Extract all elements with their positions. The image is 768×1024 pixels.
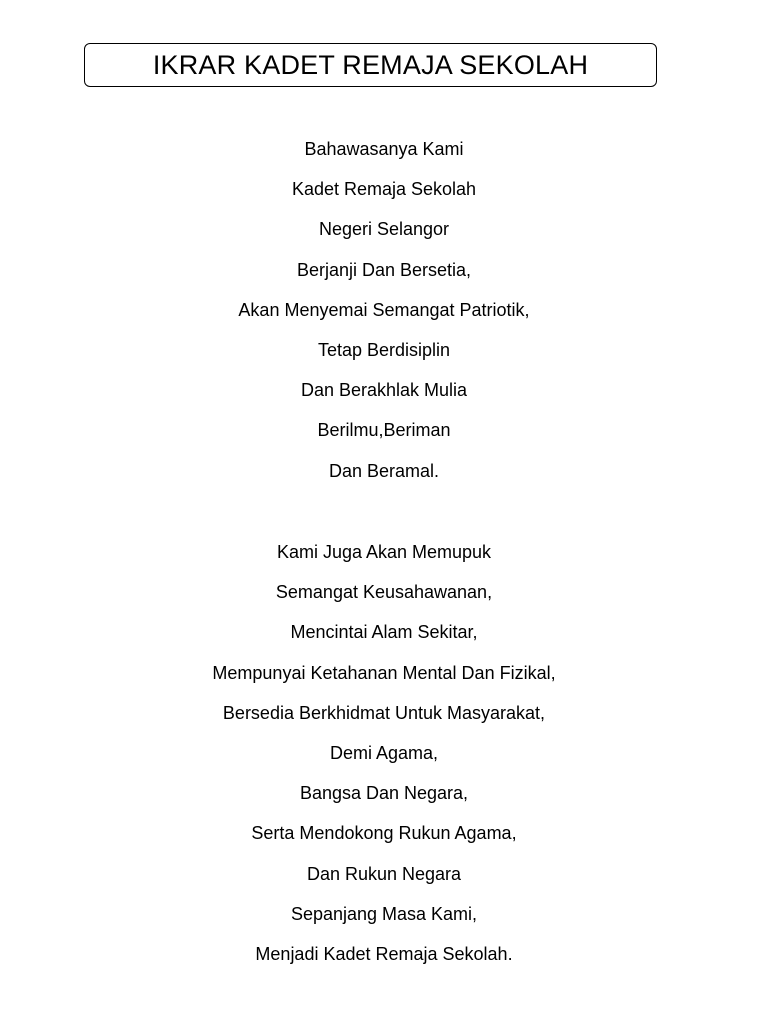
pledge-line: Menjadi Kadet Remaja Sekolah. [255, 943, 513, 964]
pledge-line: Kadet Remaja Sekolah [291, 179, 477, 200]
pledge-line: Dan Rukun Negara [306, 863, 462, 884]
pledge-line: Mempunyai Ketahanan Mental Dan Fizikal, [212, 662, 556, 683]
pledge-line: Akan Menyemai Semangat Patriotik, [238, 299, 530, 320]
pledge-line: Serta Mendokong Rukun Agama, [251, 823, 517, 844]
pledge-line: Bahawasanya Kami [304, 139, 464, 159]
title-box [84, 43, 657, 87]
pledge-line: Tetap Berdisiplin [317, 339, 451, 360]
pledge-line: Kami Juga Akan Memupuk [276, 542, 492, 562]
pledge-stanza-1 [0, 137, 768, 499]
pledge-line: Bersedia Berkhidmat Untuk Masyarakat, [222, 702, 546, 723]
pledge-line: Negeri Selangor [318, 219, 450, 240]
pledge-line: Berilmu,Beriman [317, 420, 451, 441]
pledge-line: Bangsa Dan Negara, [299, 783, 469, 804]
pledge-stanza-2 [0, 540, 768, 982]
pledge-line: Dan Beramal. [328, 460, 440, 481]
pledge-line: Mencintai Alam Sekitar, [290, 622, 478, 643]
pledge-line: Dan Berakhlak Mulia [300, 380, 468, 401]
pledge-line: Semangat Keusahawanan, [275, 582, 493, 603]
pledge-line: Berjanji Dan Bersetia, [296, 259, 472, 280]
pledge-line: Demi Agama, [329, 742, 439, 763]
pledge-line: Sepanjang Masa Kami, [290, 903, 478, 924]
page-title: IKRAR KADET REMAJA SEKOLAH [152, 50, 589, 80]
